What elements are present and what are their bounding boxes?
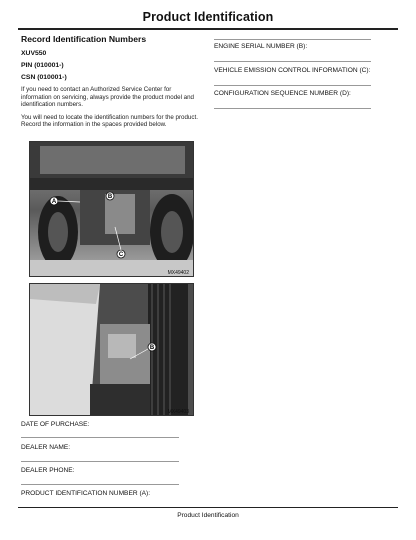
svg-text:B: B xyxy=(107,194,113,201)
model-number: XUV550 xyxy=(21,50,47,57)
callout-b xyxy=(106,192,114,200)
config-sequence-line[interactable] xyxy=(214,108,371,109)
figure-id: MX49403 xyxy=(167,409,189,415)
figure-id: MX49402 xyxy=(167,270,189,276)
svg-text:B: B xyxy=(149,345,155,352)
section-heading: Record Identification Numbers xyxy=(21,34,147,44)
engine-serial-line[interactable] xyxy=(214,61,371,62)
footer-divider xyxy=(18,507,398,508)
page-title: Product Identification xyxy=(142,10,274,24)
title-divider xyxy=(18,28,398,30)
emission-info-line[interactable] xyxy=(214,85,371,86)
locate-paragraph: You will need to locate the identification numbers for the product. Record the information in the spaces provided below. xyxy=(21,113,198,129)
page-footer: Product Identification xyxy=(177,512,239,519)
engine-serial-label: ENGINE SERIAL NUMBER (B): xyxy=(214,43,308,50)
csn-range: CSN (010001-) xyxy=(21,74,67,81)
rear-vehicle-photo xyxy=(29,141,194,277)
rear-vehicle-illustration xyxy=(30,142,194,277)
service-paragraph: If you need to contact an Authorized Service Center for information on servicing, always provide the product model and identification numbers. xyxy=(21,86,194,109)
config-sequence-label: CONFIGURATION SEQUENCE NUMBER (D): xyxy=(214,90,351,97)
dealer-name-label: DEALER NAME: xyxy=(21,444,71,451)
date-of-purchase-label: DATE OF PURCHASE: xyxy=(21,421,90,428)
svg-text:C: C xyxy=(118,252,124,259)
dealer-phone-label: DEALER PHONE: xyxy=(21,467,75,474)
engine-photo xyxy=(29,283,194,416)
engine-illustration xyxy=(30,284,194,416)
pin-label: PRODUCT IDENTIFICATION NUMBER (A): xyxy=(21,490,151,497)
dealer-phone-line[interactable] xyxy=(21,484,179,485)
record-section xyxy=(21,34,199,134)
svg-text:A: A xyxy=(51,199,57,206)
emission-info-label: VEHICLE EMISSION CONTROL INFORMATION (C): xyxy=(214,67,371,74)
date-of-purchase-line[interactable] xyxy=(21,437,179,438)
top-right-line[interactable] xyxy=(214,39,371,40)
pin-range: PIN (010001-) xyxy=(21,62,64,69)
dealer-name-line[interactable] xyxy=(21,461,179,462)
